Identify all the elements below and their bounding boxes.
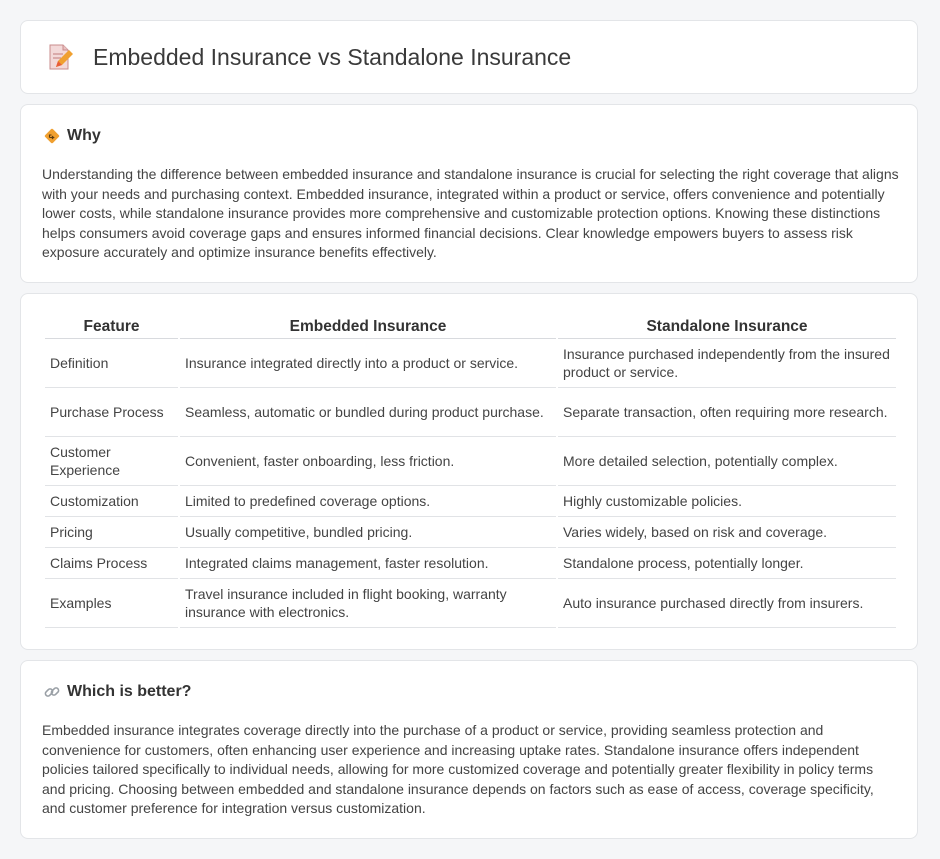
better-text: Embedded insurance integrates coverage directly into the purchase of a product or service, providing seamless protection and convenience for customers, often enhancing user experience and increasing uptake rates. Standalone insurance offers independent policies tailored specifically to individual needs, allowing for more customized coverage and potentially greater flexibility in policy terms and pricing. Choosing between embedded and standalone insurance depends on factors such as ease of access, coverage specificity, and customer preference for integration versus customization.	[42, 722, 874, 817]
diamond-sign-icon	[43, 127, 61, 145]
better-heading-row	[43, 683, 191, 701]
row-embedded: Integrated claims management, faster resolution.	[180, 548, 556, 579]
table-header-row	[45, 316, 896, 339]
row-embedded: Limited to predefined coverage options.	[180, 486, 556, 517]
table-row	[45, 486, 896, 517]
row-standalone: More detailed selection, potentially complex.	[558, 437, 896, 486]
row-embedded: Usually competitive, bundled pricing.	[180, 517, 556, 548]
row-embedded: Convenient, faster onboarding, less friction.	[180, 437, 556, 486]
document-pencil-icon	[47, 43, 73, 71]
table-row	[45, 339, 896, 388]
header-embedded: Embedded Insurance	[180, 316, 556, 339]
why-text: Understanding the difference between embedded insurance and standalone insurance is crucial for selecting the right coverage that aligns with your needs and purchasing context. Embedded insurance, integrated within a product or service, offers convenience and potentially lower costs, while standalone insurance provides more comprehensive and customizable protection options. Knowing these distinctions helps consumers avoid coverage gaps and ensures informed financial decisions. Clear knowledge empowers buyers to assess risk exposure accurately and optimize insurance benefits effectively.	[42, 166, 899, 261]
row-feature: Customer Experience	[45, 437, 178, 486]
row-embedded: Seamless, automatic or bundled during product purchase.	[180, 388, 556, 437]
row-standalone: Varies widely, based on risk and coverage.	[558, 517, 896, 548]
table-row	[45, 517, 896, 548]
header-feature: Feature	[45, 316, 178, 339]
why-heading: Why	[67, 127, 101, 144]
header-standalone: Standalone Insurance	[558, 316, 896, 339]
row-feature: Customization	[45, 486, 178, 517]
title-card	[20, 20, 918, 94]
table-row	[45, 437, 896, 486]
better-heading: Which is better?	[67, 683, 192, 700]
why-card	[20, 104, 918, 283]
table-row	[45, 579, 896, 628]
title-row	[47, 43, 571, 71]
comparison-card	[20, 293, 918, 650]
row-feature: Examples	[45, 579, 178, 628]
why-heading-row	[43, 127, 101, 145]
row-standalone: Auto insurance purchased directly from insurers.	[558, 579, 896, 628]
row-feature: Claims Process	[45, 548, 178, 579]
comparison-table	[43, 316, 898, 628]
row-feature: Purchase Process	[45, 388, 178, 437]
link-icon	[43, 683, 61, 701]
row-feature: Pricing	[45, 517, 178, 548]
page-title: Embedded Insurance vs Standalone Insurance	[93, 43, 572, 70]
row-standalone: Separate transaction, often requiring more research.	[558, 388, 896, 437]
row-standalone: Highly customizable policies.	[558, 486, 896, 517]
row-feature: Definition	[45, 339, 178, 388]
better-card	[20, 660, 918, 839]
table-row	[45, 548, 896, 579]
row-embedded: Travel insurance included in flight booking, warranty insurance with electronics.	[180, 579, 556, 628]
table-row	[45, 388, 896, 437]
row-standalone: Standalone process, potentially longer.	[558, 548, 896, 579]
row-embedded: Insurance integrated directly into a product or service.	[180, 339, 556, 388]
row-standalone: Insurance purchased independently from the insured product or service.	[558, 339, 896, 388]
